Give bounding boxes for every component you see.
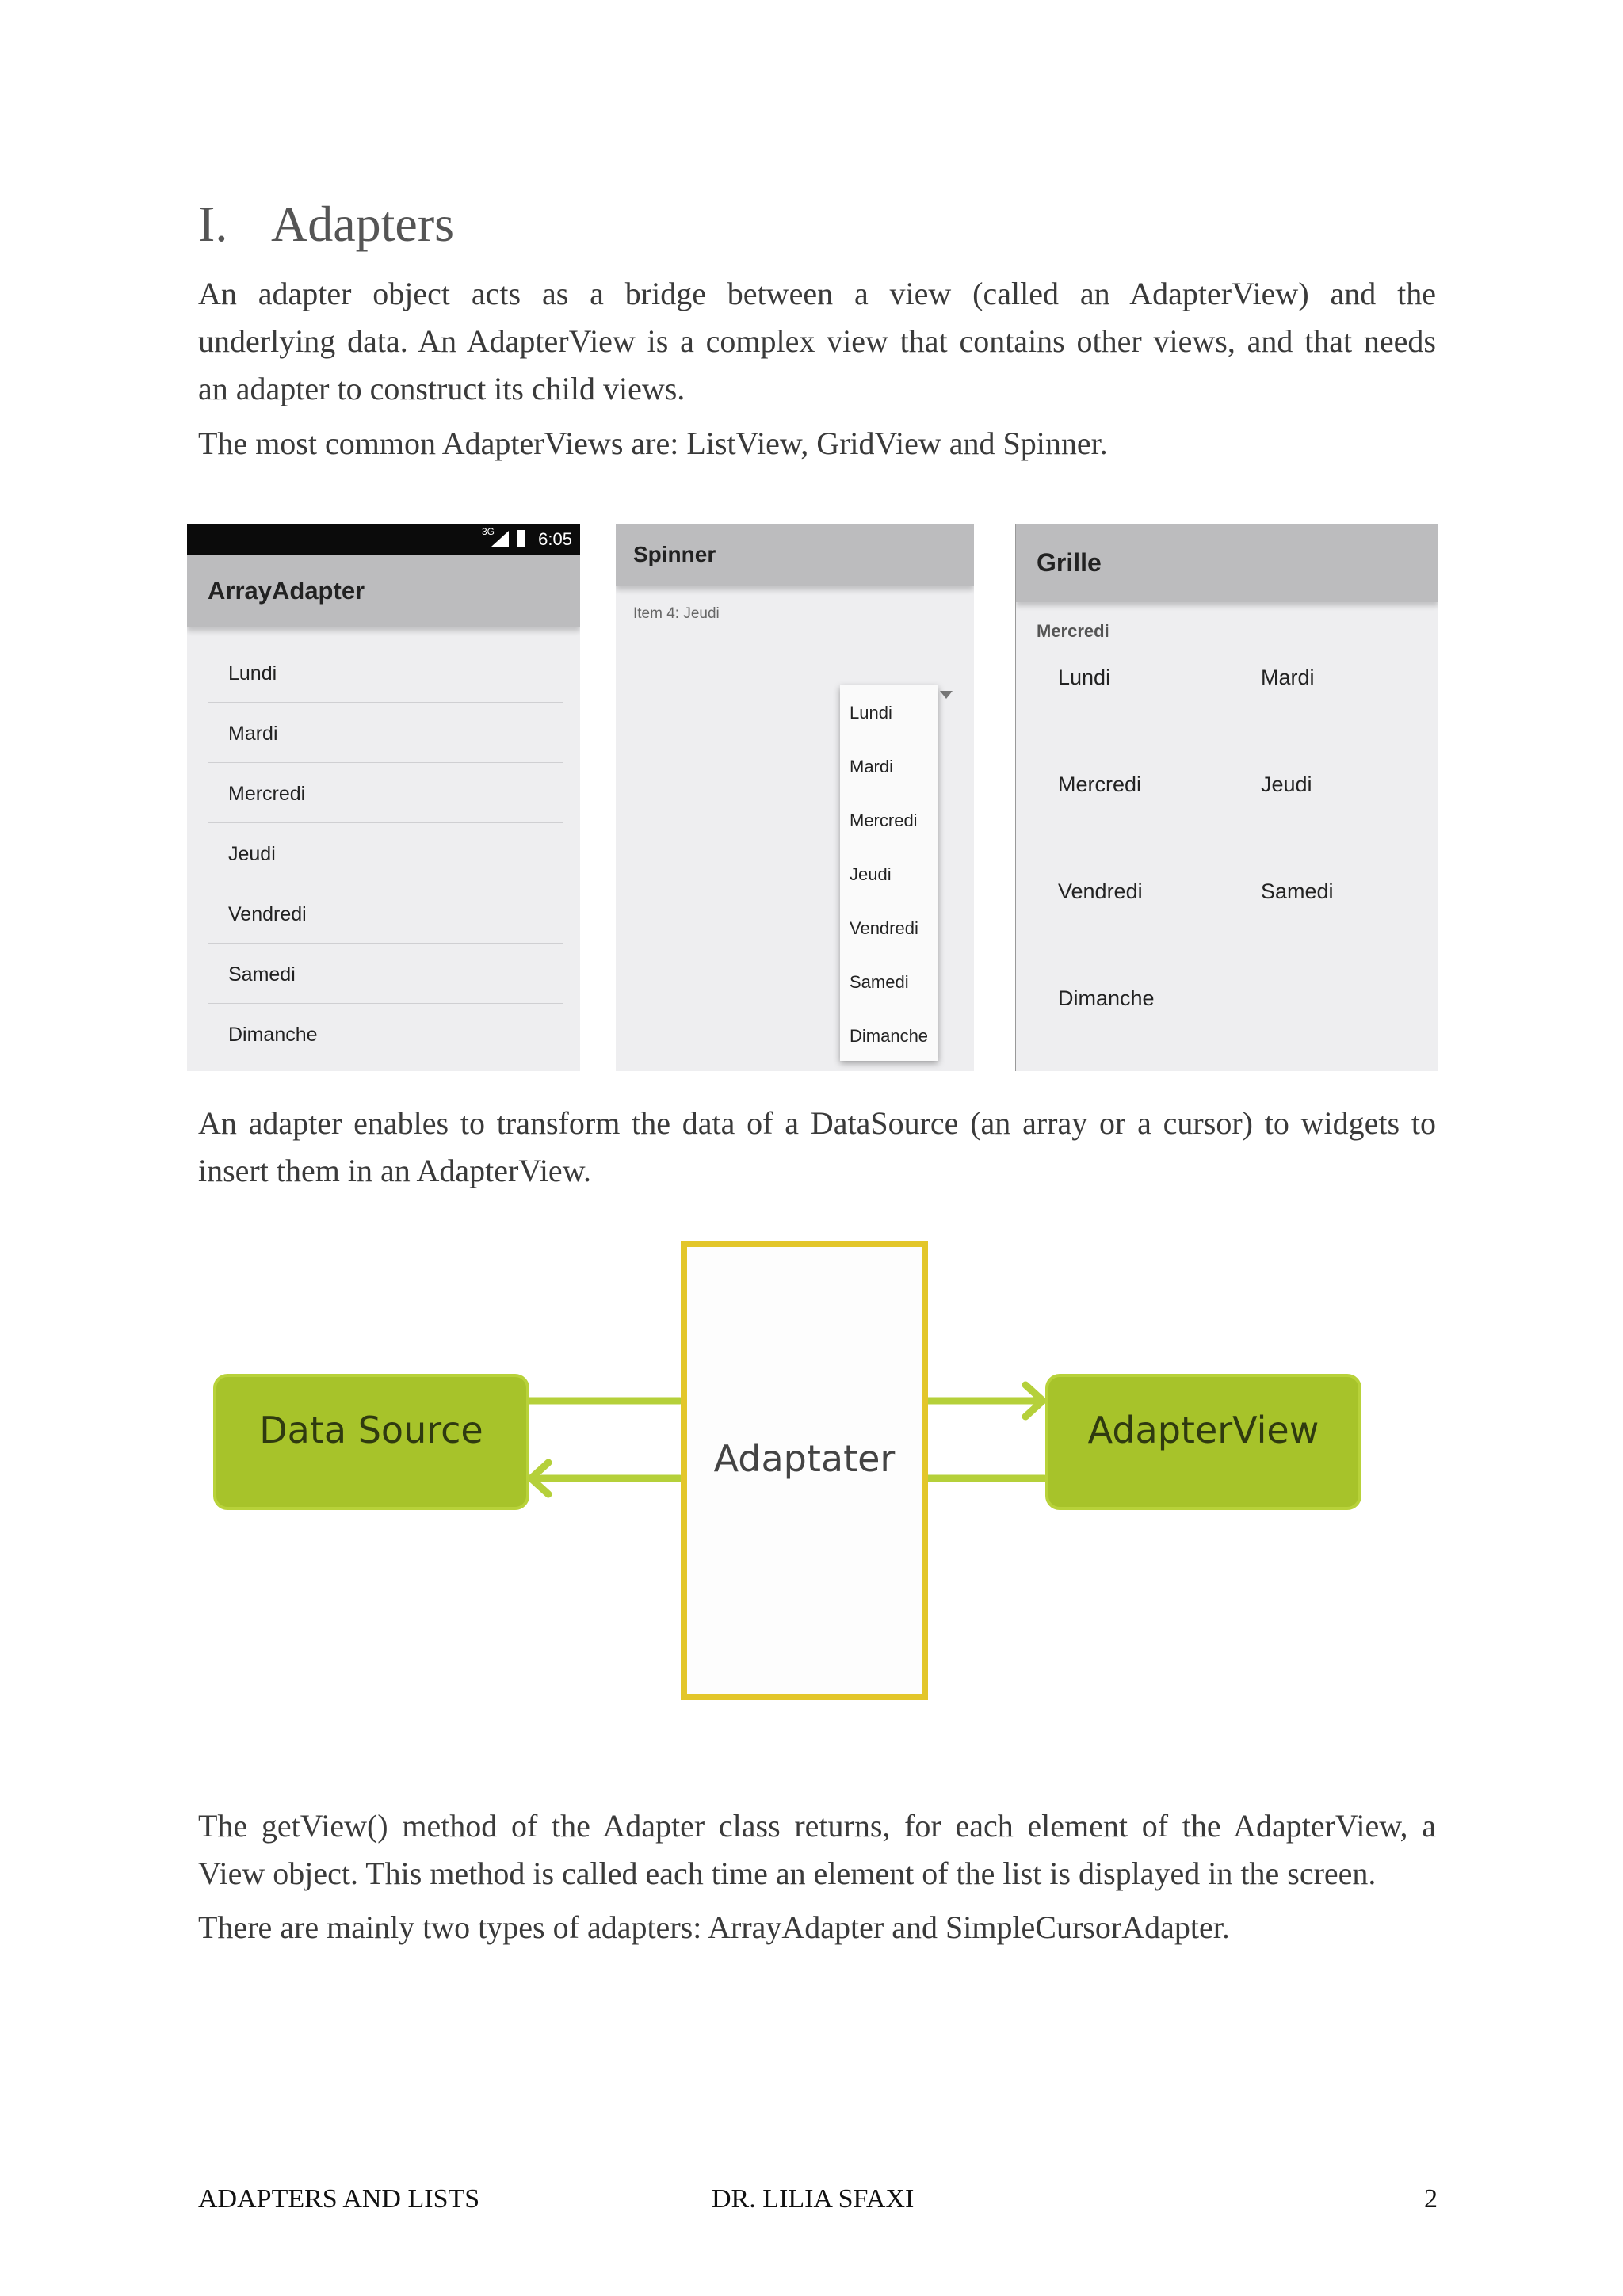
grid-item[interactable]: Samedi bbox=[1261, 879, 1334, 903]
paragraph-4-line-1: The getView() method of the Adapter class returns, for each element of the AdapterView, a bbox=[198, 1808, 1436, 1844]
dropdown-option[interactable]: Mardi bbox=[850, 757, 894, 776]
paragraph-1-line-2: underlying data. An AdapterView is a complex view that contains other views, and that needs bbox=[198, 323, 1436, 359]
list-item-label: Lundi bbox=[228, 662, 277, 685]
footer-title: ADAPTERS AND LISTS bbox=[198, 2184, 480, 2214]
adapter-view-box bbox=[1045, 1374, 1361, 1510]
dropdown-option[interactable]: Dimanche bbox=[850, 1026, 929, 1046]
paragraph-1-line-3: an adapter to construct its child views. bbox=[198, 371, 685, 406]
section-number: I. bbox=[198, 196, 228, 252]
paragraph-4-line-2: View object. This method is called each time an element of the list is displayed in the screen. bbox=[198, 1855, 1377, 1891]
adapter-label: Adaptater bbox=[713, 1437, 896, 1480]
grid-item[interactable]: Vendredi bbox=[1058, 879, 1143, 903]
adapter-box bbox=[681, 1241, 928, 1700]
dropdown-option[interactable]: Mercredi bbox=[850, 810, 918, 830]
list-item-label: Mardi bbox=[228, 723, 278, 745]
dropdown-option[interactable]: Samedi bbox=[850, 972, 909, 992]
app-title: Spinner bbox=[633, 542, 716, 566]
paragraph-5: There are mainly two types of adapters: ArrayAdapter and SimpleCursorAdapter. bbox=[198, 1909, 1230, 1945]
status-time: 6:05 bbox=[538, 529, 572, 549]
app-title: ArrayAdapter bbox=[208, 577, 365, 605]
list-item-label: Dimanche bbox=[228, 1024, 318, 1046]
grid-item[interactable]: Dimanche bbox=[1058, 986, 1155, 1010]
grid-selected-text: Mercredi bbox=[1037, 621, 1109, 641]
list-item-label: Vendredi bbox=[228, 903, 307, 925]
spinner-selected-text[interactable]: Item 4: Jeudi bbox=[633, 605, 720, 622]
list-item-label: Samedi bbox=[228, 963, 296, 986]
paragraph-2: The most common AdapterViews are: ListView, GridView and Spinner. bbox=[198, 425, 1108, 461]
paragraph-3-line-1: An adapter enables to transform the data of a DataSource (an array or a cursor) to widgets to bbox=[198, 1105, 1436, 1141]
adapter-view-label: AdapterView bbox=[1087, 1409, 1319, 1451]
data-source-box bbox=[213, 1374, 529, 1510]
list-item-label: Jeudi bbox=[228, 843, 276, 865]
paragraph-3-line-2: insert them in an AdapterView. bbox=[198, 1153, 591, 1188]
grid-item[interactable]: Lundi bbox=[1058, 666, 1111, 689]
network-label: 3G bbox=[481, 526, 495, 537]
section-title: Adapters bbox=[271, 196, 455, 252]
grid-item[interactable]: Mardi bbox=[1261, 666, 1315, 689]
dropdown-option[interactable]: Lundi bbox=[850, 703, 892, 723]
data-source-label: Data Source bbox=[259, 1409, 483, 1451]
grid-item[interactable]: Jeudi bbox=[1261, 772, 1312, 796]
dropdown-option[interactable]: Jeudi bbox=[850, 864, 892, 884]
app-title: Grille bbox=[1037, 548, 1102, 577]
list-item-label: Mercredi bbox=[228, 783, 306, 805]
dropdown-option[interactable]: Vendredi bbox=[850, 918, 918, 938]
footer-author: DR. LILIA SFAXI bbox=[712, 2184, 915, 2214]
page-number: 2 bbox=[1424, 2184, 1438, 2214]
grid-item[interactable]: Mercredi bbox=[1058, 772, 1142, 796]
paragraph-1-line-1: An adapter object acts as a bridge between a view (called an AdapterView) and the bbox=[198, 276, 1436, 311]
